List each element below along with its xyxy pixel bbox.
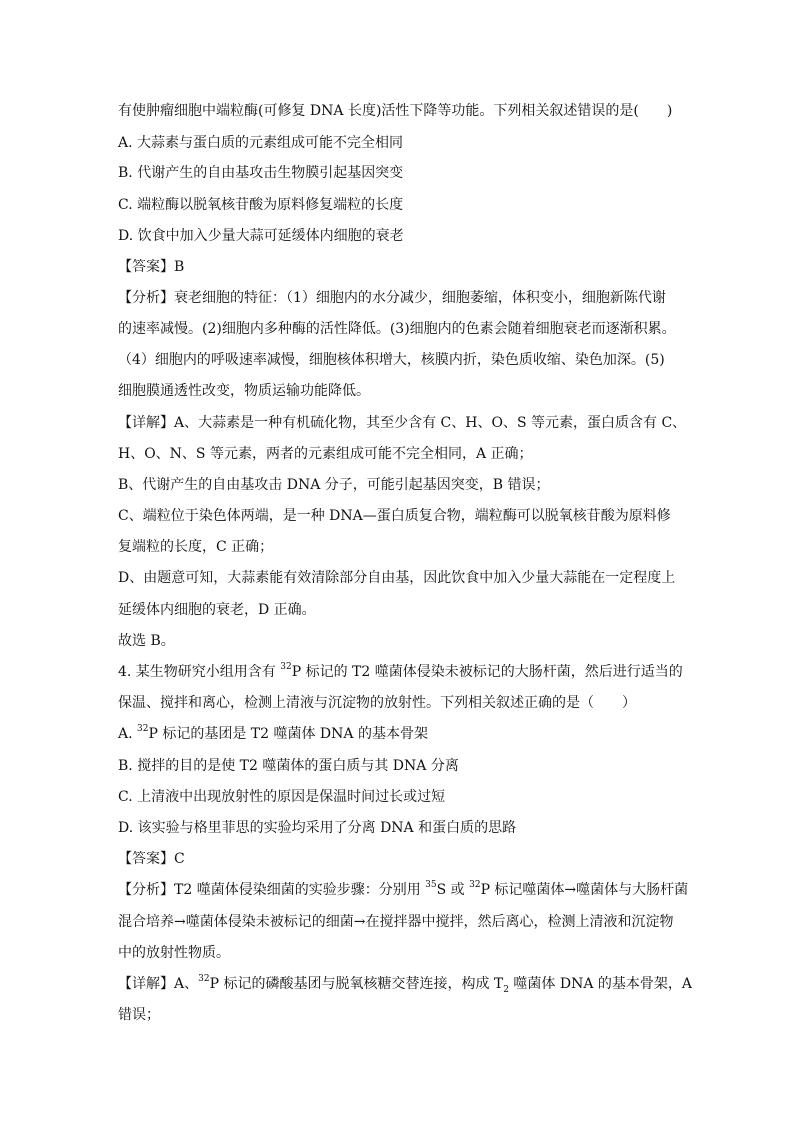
q4-analysis-line-3: 中的放射性物质。 (118, 945, 230, 961)
q3-stem-tail: 有使肿瘤细胞中端粒酶(可修复 DNA 长度)活性下降等功能。下列相关叙述错误的是( ) (118, 103, 673, 119)
q3-conclusion: 故选 B。 (118, 633, 175, 649)
option-text: P 标记的基团是 T2 噬菌体 DNA 的基本骨架 (148, 726, 428, 742)
q4-stem-line-2: 保温、搅拌和离心，检测上清液与沉淀物的放射性。下列相关叙述正确的是（ ） (118, 695, 636, 711)
q3-analysis-line: 细胞膜通透性改变，物质运输功能降低。 (118, 383, 370, 399)
q4-option-c: C. 上清液中出现放射性的原因是保温时间过长或过短 (118, 789, 446, 805)
q3-detail-line: 【详解】A、大蒜素是一种有机硫化物，其至少含有 C、H、O、S 等元素，蛋白质含有 C、 (118, 415, 687, 431)
q4-stem-text: 4. 某生物研究小组用含有 (118, 664, 281, 680)
q3-detail-line: C、端粒位于染色体两端，是一种 DNA—蛋白质复合物，端粒酶可以脱氧核苷酸为原料修 (118, 508, 671, 524)
detail-text: 噬菌体 DNA 的基本骨架，A (508, 976, 693, 992)
q4-option-a (118, 724, 428, 744)
q3-option-b: B. 代谢产生的自由基攻击生物膜引起基因突变 (118, 165, 404, 181)
option-prefix: A. (118, 726, 138, 742)
q4-option-d: D. 该实验与格里菲思的实验均采用了分离 DNA 和蛋白质的思路 (118, 820, 517, 836)
q4-stem-line-1 (118, 662, 683, 682)
analysis-text: P 标记噬菌体→噬菌体与大肠杆菌 (480, 882, 689, 898)
q3-detail-line: D、由题意可知，大蒜素能有效清除部分自由基，因此饮食中加入少量大蒜能在一定程度上 (118, 570, 676, 586)
analysis-text: S 或 (436, 882, 470, 898)
q3-analysis-line: 【分析】衰老细胞的特征：（1）细胞内的水分减少，细胞萎缩，体积变小，细胞新陈代谢 (118, 290, 666, 306)
analysis-text: 【分析】T2 噬菌体侵染细菌的实验步骤：分别用 (118, 882, 426, 898)
q3-detail-line: H、O、N、S 等元素，两者的元素组成可能不完全相同，A 正确； (118, 446, 533, 462)
isotope-superscript: 32 (198, 974, 210, 985)
q3-option-a: A. 大蒜素与蛋白质的元素组成可能不完全相同 (118, 135, 404, 151)
q4-answer: 【答案】C (118, 851, 185, 867)
isotope-superscript: 32 (280, 662, 292, 673)
q3-detail-line: 复端粒的长度，C 正确； (118, 539, 274, 555)
isotope-superscript: 32 (137, 724, 149, 735)
q4-option-b: B. 搅拌的目的是使 T2 噬菌体的蛋白质与其 DNA 分离 (118, 758, 459, 774)
q4-stem-text: P 标记的 T2 噬菌体侵染未被标记的大肠杆菌，然后进行适当的 (291, 664, 683, 680)
q3-detail-line: B、代谢产生的自由基攻击 DNA 分子，可能引起基因突变，B 错误； (118, 477, 550, 493)
q4-detail-line-1 (118, 974, 692, 994)
q3-answer: 【答案】B (118, 259, 185, 275)
q3-analysis-line: 的速率减慢。(2)细胞内多种酶的活性降低。(3)细胞内的色素会随着细胞衰老而逐渐积累。 (118, 321, 676, 337)
q4-detail-line-2: 错误； (118, 1007, 160, 1023)
detail-text: P 标记的磷酸基团与脱氧核糖交替连接，构成 T (209, 976, 504, 992)
q4-analysis-line-2: 混合培养→噬菌体侵染未被标记的细菌→在搅拌器中搅拌，然后离心，检测上清液和沉淀物 (118, 914, 674, 930)
isotope-superscript: 35 (425, 880, 437, 891)
q3-option-c: C. 端粒酶以脱氧核苷酸为原料修复端粒的长度 (118, 197, 404, 213)
detail-text: 【详解】A、 (118, 976, 199, 992)
q3-detail-line: 延缓体内细胞的衰老，D 正确。 (118, 602, 316, 618)
q3-option-d: D. 饮食中加入少量大蒜可延缓体内细胞的衰老 (118, 228, 404, 244)
q4-analysis-line-1 (118, 880, 688, 900)
isotope-superscript: 32 (469, 880, 481, 891)
q3-analysis-line: （4）细胞内的呼吸速率减慢，细胞核体积增大，核膜内折，染色质收缩、染色加深。(5) (118, 352, 665, 368)
subscript: 2 (503, 984, 509, 995)
